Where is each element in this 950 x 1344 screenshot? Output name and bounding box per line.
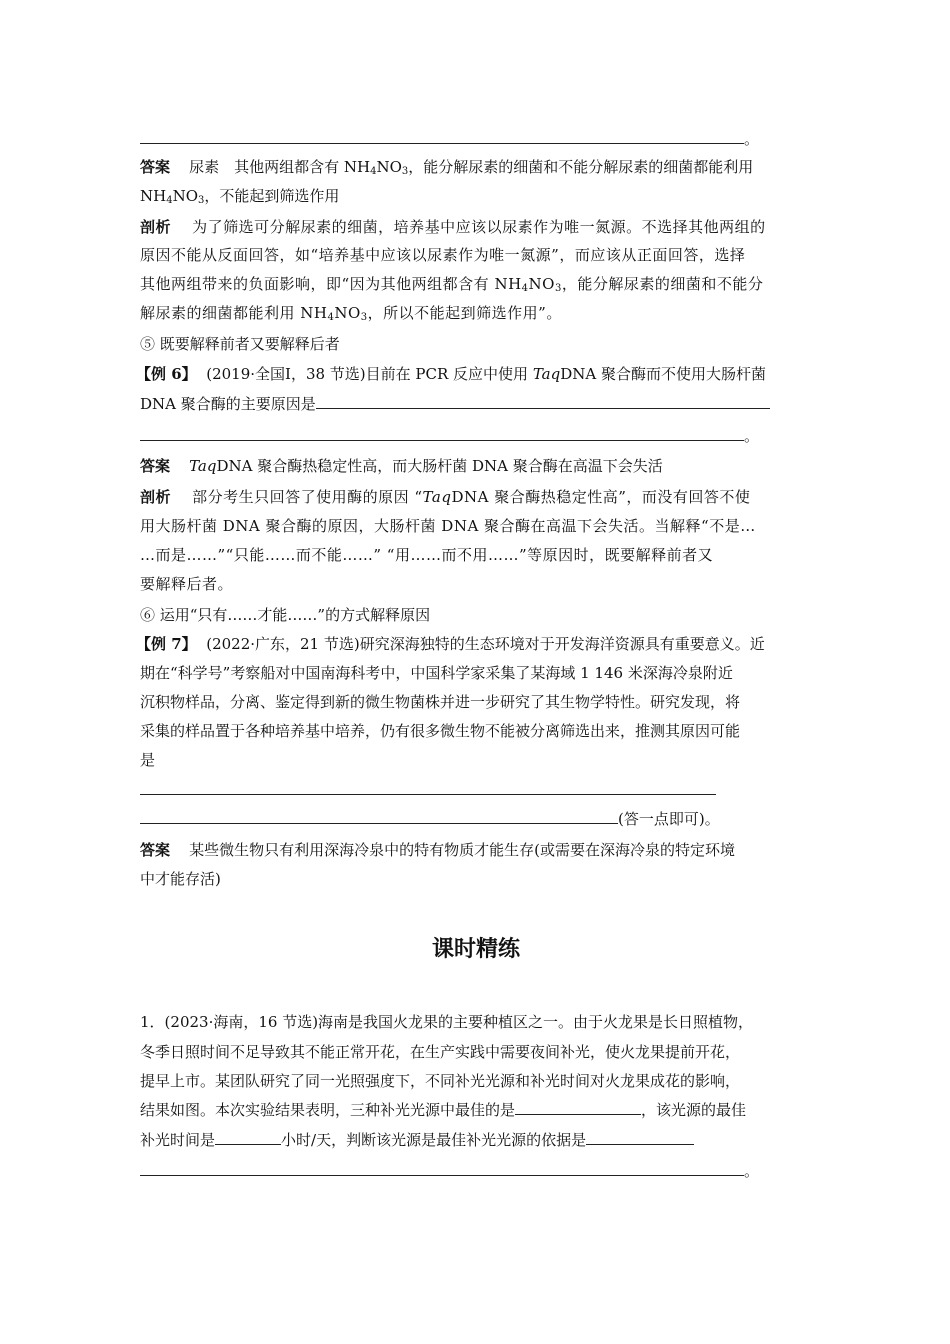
blank (140, 779, 716, 795)
answer-line: 答案 某些微生物只有利用深海冷泉中的特有物质才能生存(或需要在深海冷泉的特定环境 (140, 841, 735, 859)
question-line: 补光时间是 小时/天，判断该光源是最佳补光光源的依据是 (140, 1129, 694, 1151)
question-line: 结果如图。本次实验结果表明，三种补光光源中最佳的是 ，该光源的最佳 (140, 1101, 747, 1119)
answer-blank-line: 。 (140, 425, 759, 447)
analysis-label: 剖析 (140, 218, 172, 236)
answer-line: $NH_4NO_3$，不能起到筛选作用 (140, 187, 340, 206)
answer-blank-line: 。 (140, 1160, 759, 1182)
example-line: 是 (140, 751, 156, 769)
example-label: 【例 7】 (136, 635, 197, 653)
example-line: 【例 7】 (2022·广东，21 节选)研究深海独特的生态环境对于开发海洋资源具有重要意义。近 (136, 635, 765, 653)
example-label: 【例 6】 (136, 365, 197, 383)
question-line: 1．(2023·海南，16 节选)海南是我国火龙果的主要种植区之一。由于火龙果是长日照植物， (140, 1013, 754, 1031)
analysis-line: 剖析 为了筛选可分解尿素的细菌，培养基中应该以尿素作为唯一氮源。不选择其他两组的 (140, 218, 766, 236)
blank (515, 1099, 641, 1115)
analysis-line: 解尿素的细菌都能利用 $NH_4NO_3$，所以不能起到筛选作用”。 (140, 304, 562, 323)
answer-blank-line: 。 (140, 128, 759, 150)
answer-label: 答案 (140, 158, 171, 176)
tip-heading: ⑤ 既要解释前者又要解释后者 (140, 335, 340, 353)
example-line: 采集的样品置于各种培养基中培养，仍有很多微生物不能被分离筛选出来，推测其原因可能 (140, 722, 741, 740)
blank (140, 128, 744, 144)
blank (215, 1129, 281, 1145)
section-title: 课时精练 (431, 937, 520, 962)
blank (586, 1129, 694, 1145)
tip-heading: ⑥ 运用“只有……才能……”的方式解释原因 (140, 606, 431, 624)
analysis-line: 原因不能从反面回答，如“培养基中应该以尿素作为唯一氮源”，而应该从正面回答，选择 (140, 246, 746, 264)
analysis-line: …而是……”“只能……而不能……” “用……而不用……”等原因时，既要解释前者又 (140, 546, 714, 564)
example-line: 【例 6】 (2019·全国Ⅰ，38 节选)目前在 PCR 反应中使用 TaqDNA 聚合酶而不使用大肠杆菌 (136, 365, 766, 383)
example-line: 沉积物样品，分离、鉴定得到新的微生物菌株并进一步研究了其生物学特性。研究发现，将 (140, 693, 741, 711)
blank (140, 1160, 744, 1176)
analysis-label: 剖析 (140, 488, 172, 506)
blank (316, 393, 770, 409)
blank (140, 425, 744, 441)
answer-blank-line (140, 779, 716, 801)
answer-line: 答案 尿素 其他两组都含有 $NH_4NO_3$，能分解尿素的细菌和不能分解尿素的细菌都能利用 (140, 158, 754, 177)
example-line: 期在“科学号”考察船对中国南海科考中，中国科学家采集了某海域 1 146 米深海冷泉附近 (140, 664, 733, 682)
blank (140, 808, 618, 824)
analysis-line: 剖析 部分考生只回答了使用酶的原因 “TaqDNA 聚合酶热稳定性高”，而没有回答不使 (140, 488, 751, 506)
analysis-line: 其他两组带来的负面影响，即“因为其他两组都含有 $NH_4NO_3$，能分解尿素的细菌和不能分 (140, 275, 764, 294)
example-line: DNA 聚合酶的主要原因是 (140, 393, 770, 415)
question-line: 冬季日照时间不足导致其不能正常开花，在生产实践中需要夜间补光，使火龙果提前开花， (140, 1043, 741, 1061)
answer-line: 答案 TaqDNA 聚合酶热稳定性高，而大肠杆菌 DNA 聚合酶在高温下会失活 (140, 457, 663, 475)
answer-line: 中才能存活) (140, 870, 221, 888)
answer-blank-line: (答一点即可)。 (140, 808, 720, 830)
analysis-line: 用大肠杆菌 DNA 聚合酶的原因，大肠杆菌 DNA 聚合酶在高温下会失活。当解释“不是… (140, 517, 756, 535)
answer-label: 答案 (140, 457, 171, 475)
question-line: 提早上市。某团队研究了同一光照强度下，不同补光光源和补光时间对火龙果成花的影响， (140, 1072, 741, 1090)
analysis-line: 要解释后者。 (140, 575, 234, 593)
answer-label: 答案 (140, 841, 171, 859)
